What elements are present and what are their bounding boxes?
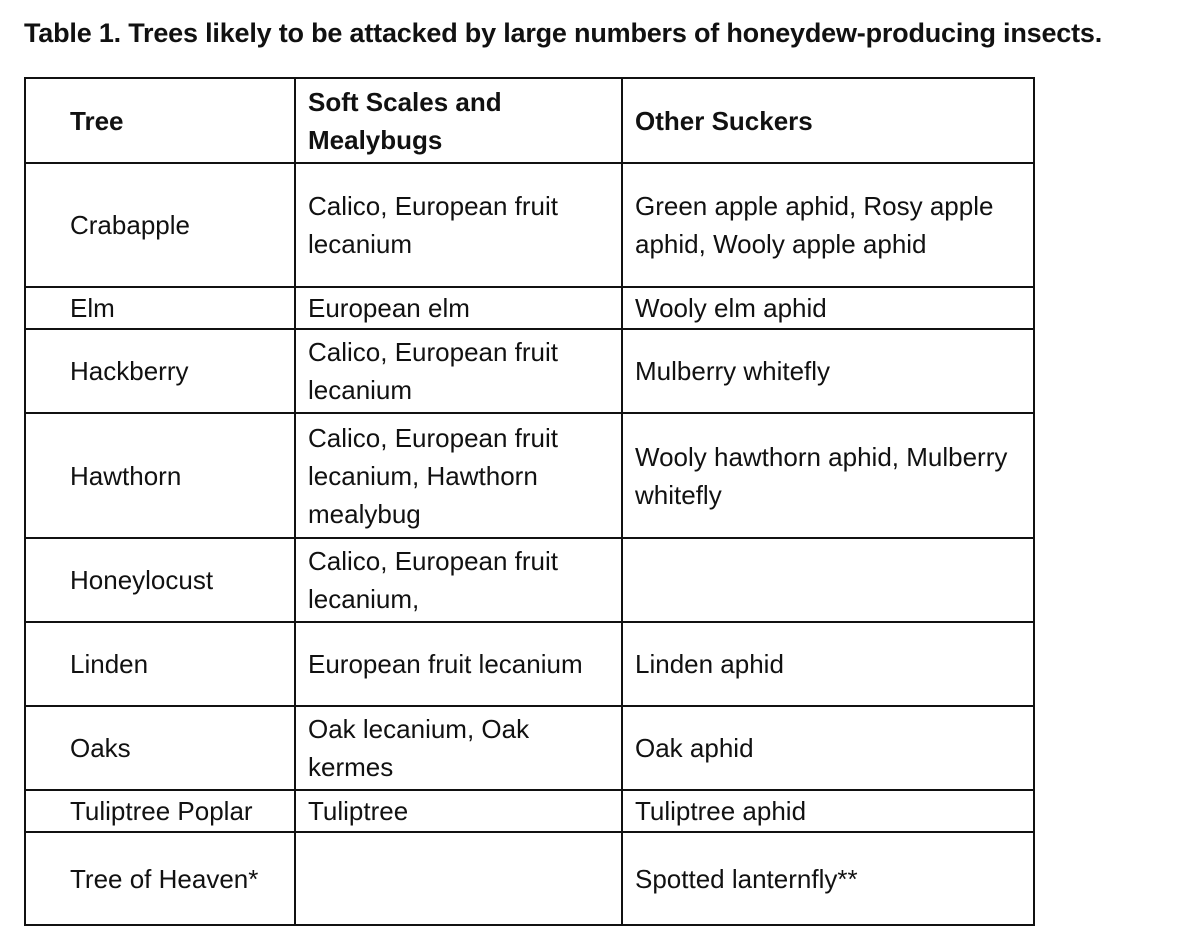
cell-tree: Oaks [25, 706, 295, 790]
cell-other-suckers [622, 538, 1034, 622]
header-other-suckers: Other Suckers [622, 78, 1034, 163]
cell-other-suckers: Wooly elm aphid [622, 287, 1034, 329]
cell-soft-scales: European fruit lecanium [295, 622, 622, 706]
cell-tree: Elm [25, 287, 295, 329]
cell-other-suckers: Linden aphid [622, 622, 1034, 706]
cell-soft-scales: Calico, European fruit lecanium, Hawthorn mealybug [295, 413, 622, 538]
table-row [25, 413, 1034, 538]
table-row [25, 622, 1034, 706]
cell-other-suckers: Green apple aphid, Rosy apple aphid, Wooly apple aphid [622, 163, 1034, 287]
table-row [25, 287, 1034, 329]
table-row [25, 706, 1034, 790]
cell-tree: Hawthorn [25, 413, 295, 538]
cell-soft-scales [295, 832, 622, 925]
cell-tree: Hackberry [25, 329, 295, 413]
cell-soft-scales: Tuliptree [295, 790, 622, 832]
cell-soft-scales: Calico, European fruit lecanium [295, 163, 622, 287]
table-caption: Table 1. Trees likely to be attacked by large numbers of honeydew-producing insects. [24, 18, 1103, 48]
table-row [25, 790, 1034, 832]
header-soft-scales: Soft Scales and Mealybugs [295, 78, 622, 163]
cell-tree: Linden [25, 622, 295, 706]
table-row [25, 832, 1034, 925]
table-header-row [25, 78, 1034, 163]
cell-soft-scales: Calico, European fruit lecanium [295, 329, 622, 413]
cell-soft-scales: European elm [295, 287, 622, 329]
table-row [25, 163, 1034, 287]
cell-tree: Tree of Heaven* [25, 832, 295, 925]
honeydew-insects-table [24, 77, 1035, 926]
cell-tree: Crabapple [25, 163, 295, 287]
table-row [25, 538, 1034, 622]
cell-other-suckers: Mulberry whitefly [622, 329, 1034, 413]
cell-soft-scales: Calico, European fruit lecanium, [295, 538, 622, 622]
cell-other-suckers: Wooly hawthorn aphid, Mulberry whitefly [622, 413, 1034, 538]
cell-other-suckers: Spotted lanternfly** [622, 832, 1034, 925]
cell-tree: Tuliptree Poplar [25, 790, 295, 832]
cell-soft-scales: Oak lecanium, Oak kermes [295, 706, 622, 790]
cell-tree: Honeylocust [25, 538, 295, 622]
cell-other-suckers: Oak aphid [622, 706, 1034, 790]
header-tree: Tree [25, 78, 295, 163]
table-row [25, 329, 1034, 413]
cell-other-suckers: Tuliptree aphid [622, 790, 1034, 832]
